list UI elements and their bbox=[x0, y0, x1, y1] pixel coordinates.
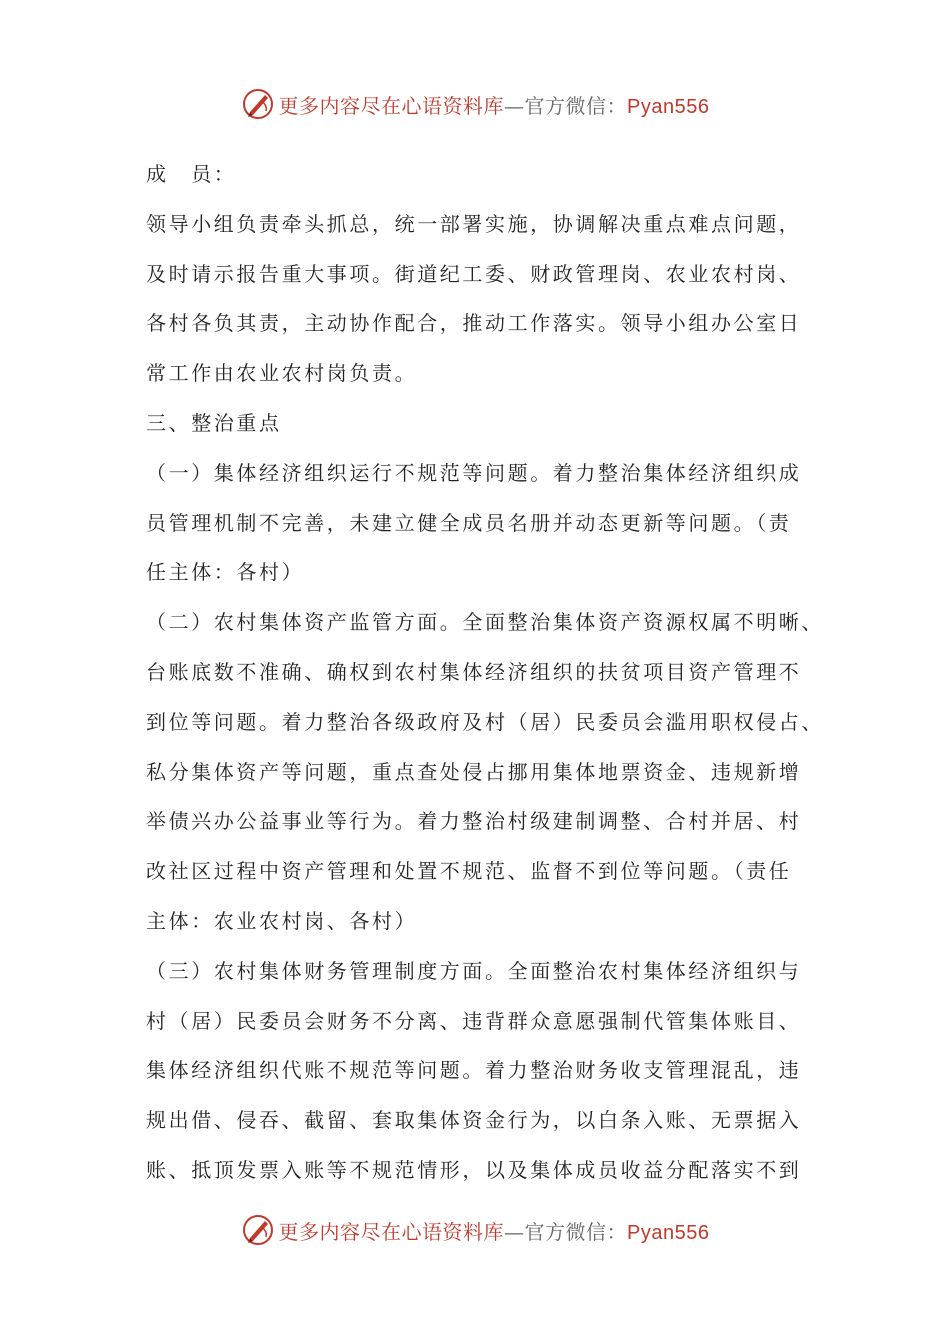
watermark-wechat-id: Pyan556 bbox=[627, 95, 710, 118]
text-line: 常工作由农业农村岗负责。 bbox=[146, 361, 418, 386]
text-line: （二）农村集体资产监管方面。全面整治集体资产资源权属不明晰、 bbox=[146, 610, 824, 635]
watermark-wechat-id: Pyan556 bbox=[627, 1221, 710, 1244]
text-line: 台账底数不准确、确权到农村集体经济组织的扶贫项目资产管理不 bbox=[146, 659, 802, 684]
text-line: 各村各负其责，主动协作配合，推动工作落实。领导小组办公室日 bbox=[146, 311, 802, 336]
text-line: 改社区过程中资产管理和处置不规范、监督不到位等问题。（责任 bbox=[146, 859, 792, 884]
text-line: 任主体：各村） bbox=[146, 560, 305, 585]
pen-logo-icon bbox=[241, 87, 275, 121]
text-line: 到位等问题。着力整治各级政府及村（居）民委员会滥用职权侵占、 bbox=[146, 709, 824, 734]
text-line: 员管理机制不完善，未建立健全成员名册并动态更新等问题。（责 bbox=[146, 510, 792, 535]
section-heading: 三、整治重点 bbox=[146, 410, 282, 435]
members-label: 成 员： bbox=[146, 162, 237, 186]
text-line: 账、抵顶发票入账等不规范情形，以及集体成员收益分配落实不到 bbox=[146, 1157, 802, 1182]
text-line: （一）集体经济组织运行不规范等问题。着力整治集体经济组织成 bbox=[146, 460, 802, 485]
watermark-main-text: 更多内容尽在心语资料库 bbox=[278, 1219, 505, 1244]
text-line: 规出借、侵吞、截留、套取集体资金行为，以白条入账、无票据入 bbox=[146, 1108, 802, 1133]
text-line: 领导小组负责牵头抓总，统一部署实施，协调解决重点难点问题， bbox=[146, 211, 802, 236]
pen-logo-icon bbox=[241, 1213, 275, 1247]
header-watermark bbox=[0, 84, 950, 124]
watermark-separator-text: —官方微信： bbox=[504, 1219, 628, 1244]
text-line: 村（居）民委员会财务不分离、违背群众意愿强制代管集体账目、 bbox=[146, 1008, 802, 1033]
text-line: 及时请示报告重大事项。街道纪工委、财政管理岗、农业农村岗、 bbox=[146, 261, 802, 286]
text-line: （三）农村集体财务管理制度方面。全面整治农村集体经济组织与 bbox=[146, 958, 802, 983]
text-line: 举债兴办公益事业等行为。着力整治村级建制调整、合村并居、村 bbox=[146, 809, 802, 834]
text-line: 私分集体资产等问题，重点查处侵占挪用集体地票资金、违规新增 bbox=[146, 759, 802, 784]
watermark-main-text: 更多内容尽在心语资料库 bbox=[278, 93, 505, 118]
footer-watermark bbox=[0, 1210, 950, 1250]
watermark-separator-text: —官方微信： bbox=[504, 93, 628, 118]
text-line: 主体：农业农村岗、各村） bbox=[146, 908, 418, 933]
document-body bbox=[146, 150, 824, 1196]
text-line: 集体经济组织代账不规范等问题。着力整治财务收支管理混乱，违 bbox=[146, 1058, 802, 1083]
